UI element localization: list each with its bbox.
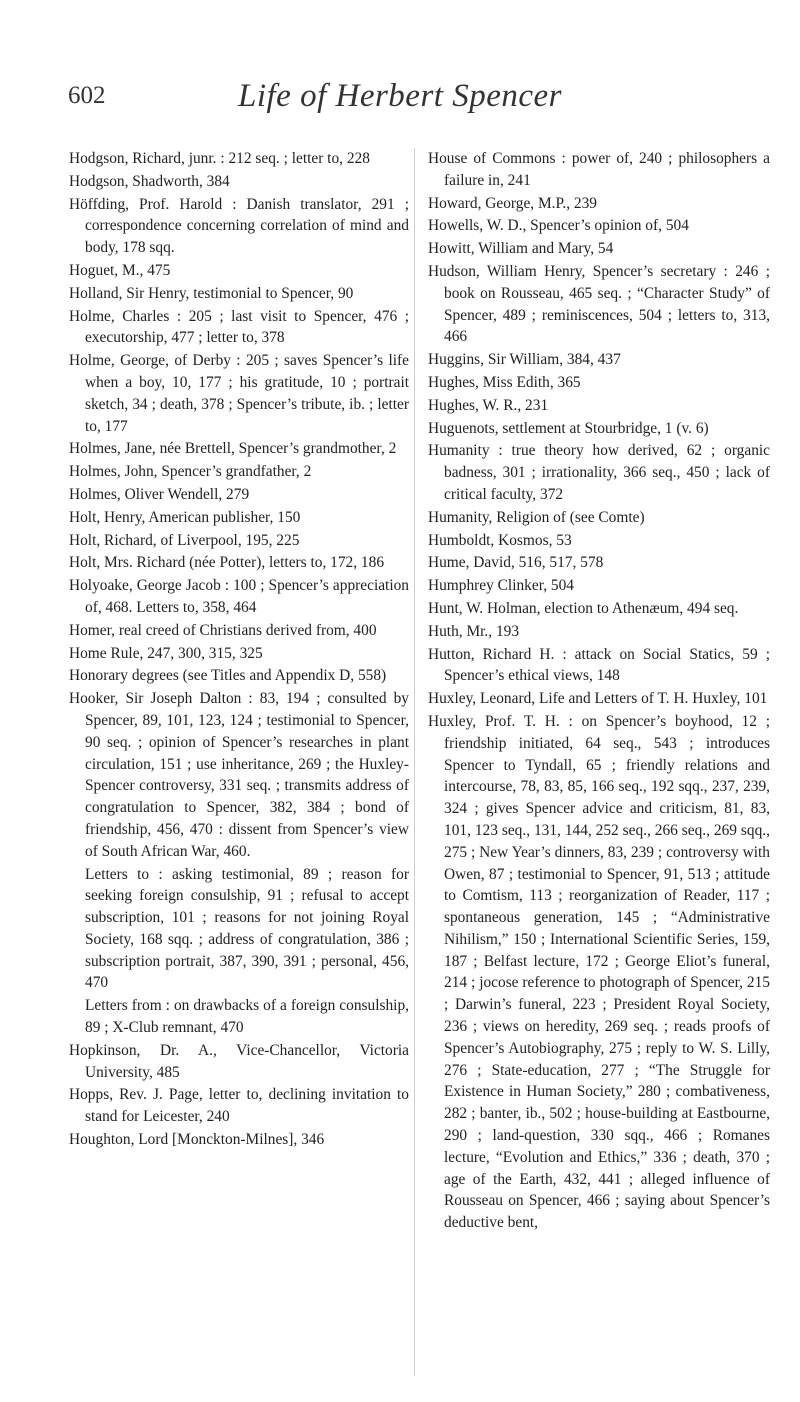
index-entry: Holt, Richard, of Liverpool, 195, 225 [69,531,300,549]
running-head: Life of Herbert Spencer [237,78,563,114]
index-entry: Holyoake, George Jacob : 100 ; Spencer’s appreciation of, 468. Letters to, 358, 464 [69,577,409,616]
page-number: 602 [68,82,106,109]
index-entry: Huggins, Sir William, 384, 437 [428,351,621,369]
index-entry: Homer, real creed of Christians derived from, 400 [69,621,377,639]
index-entry: Hopkinson, Dr. A., Vice-Chancellor, Victoria University, 485 [69,1041,409,1081]
index-entry: Holmes, Jane, née Brettell, Spencer’s grandmother, 2 [69,440,397,458]
index-entry: Humphrey Clinker, 504 [428,577,575,595]
index-entry: Humanity, Religion of (see Comte) [428,508,645,526]
index-column-right [428,148,770,1235]
index-entry: Humanity : true theory how derived, 62 ; organic badness, 301 ; irrationality, 366 seq., 450 ; lack of critical faculty, 372 [428,442,770,503]
index-entry: Honorary degrees (see Titles and Appendix D, 558) [69,667,387,685]
index-entry: Humboldt, Kosmos, 53 [428,531,572,549]
index-entry: Höffding, Prof. Harold : Danish translator, 291 ; correspondence concerning correlation of mind and body, 178 sqq. [69,195,409,257]
index-entry: Hoguet, M., 475 [69,261,171,279]
index-entry: Hutton, Richard H. : attack on Social Statics, 59 ; Spencer’s ethical views, 148 [428,645,770,685]
index-entry: Holland, Sir Henry, testimonial to Spencer, 90 [69,284,354,302]
index-column-left [69,148,409,1152]
index-entry: Hughes, Miss Edith, 365 [428,373,581,391]
index-entry: Hodgson, Richard, junr. : 212 seq. ; letter to, 228 [69,150,370,167]
index-entry: Holme, Charles : 205 ; last visit to Spencer, 476 ; executorship, 477 ; letter to, 378 [69,307,409,347]
index-entry: Letters to : asking testimonial, 89 ; reason for seeking foreign consulship, 91 ; refusal to accept subscription, 101 ; reasons for not joining Royal Society, 168 sqq. ; address of congratulation, 386 ; subscription portrait, 387, 390, 391 ; personal, 456, 470 [85,865,409,992]
index-entry: Huguenots, settlement at Stourbridge, 1 (v. 6) [428,419,709,437]
index-entry: Hooker, Sir Joseph Dalton : 83, 194 ; consulted by Spencer, 89, 101, 123, 124 ; testimonial to Spencer, 90 seq. ; opinion of Spencer’s researches in plant circulation, 151 ; use inheritance, 269 ; the Huxley-Spencer controversy, 331 seq. ; transmits address of congratulation to Spencer, 382, 384 ; bond of friendship, 456, 470 : dissent from Spencer’s view of South African War, 460. [69,690,409,860]
index-entry: Holt, Henry, American publisher, 150 [69,508,301,526]
index-entry: House of Commons : power of, 240 ; philosophers a failure in, 241 [428,150,770,189]
column-divider [414,148,415,1376]
index-entry: Howells, W. D., Spencer’s opinion of, 504 [428,217,689,235]
index-entry: Holmes, John, Spencer’s grandfather, 2 [69,463,312,481]
index-entry: Holmes, Oliver Wendell, 279 [69,485,250,503]
index-entry: Home Rule, 247, 300, 315, 325 [69,644,263,662]
index-entry: Holt, Mrs. Richard (née Potter), letters to, 172, 186 [69,554,385,572]
index-entry: Howard, George, M.P., 239 [428,194,597,212]
index-entry: Huth, Mr., 193 [428,622,520,640]
index-entry: Huxley, Leonard, Life and Letters of T. H. Huxley, 101 [428,690,768,708]
index-entry: Letters from : on drawbacks of a foreign consulship, 89 ; X-Club remnant, 470 [85,997,409,1037]
index-entry: Houghton, Lord [Monckton-Milnes], 346 [69,1131,325,1149]
index-entry: Hunt, W. Holman, election to Athenæum, 494 seq. [428,599,739,617]
index-entry: Huxley, Prof. T. H. : on Spencer’s boyhood, 12 ; friendship initiated, 64 seq., 543 ; introduces Spencer to Tyndall, 65 ; friendly relations and intercourse, 78, 83, 85, 166 seq., 192 sqq., 237, 239, 324 ; gives Spencer advice and criticism, 81, 83, 101, 123 seq., 131, 144, 252 seq., 266 seq., 269 sqq., 275 ; New Year’s dinners, 83, 239 ; controversy with Owen, 87 ; testimonial to Spencer, 91, 513 ; attitude to Comtism, 113 ; reorganization of Reader, 117 ; spontaneous generation, 145 ; “Administrative Nihilism,” 150 ; International Scientific Series, 159, 187 ; Belfast lecture, 172 ; George Eliot’s funeral, 214 ; jocose reference to photograph of Spencer, 215 ; Darwin’s funeral, 223 ; President Royal Society, 236 ; views on heredity, 269 seq. ; reads proofs of Spencer’s Autobiography, 275 ; reply to W. S. Lilly, 276 ; State-education, 277 ; “The Struggle for Existence in Human Society,” 280 ; combativeness, 282 ; banter, ib., 502 ; house-building at Eastbourne, 290 ; land-question, 330 sqq., 466 ; Romanes lecture, “Evolution and Ethics,” 336 ; death, 370 ; age of the Earth, 432, 441 ; alleged influence of Rousseau on Spencer, 466 ; saying about Spencer’s deductive bent, [428,712,770,1232]
index-entry: Hume, David, 516, 517, 578 [428,554,604,572]
index-entry: Holme, George, of Derby : 205 ; saves Spencer’s life when a boy, 10, 177 ; his gratitude, 10 ; portrait sketch, 34 ; death, 378 ; Spencer’s tribute, ib. ; letter to, 177 [69,352,409,435]
index-entry: Hodgson, Shadworth, 384 [69,172,230,190]
index-entry: Hughes, W. R., 231 [428,396,549,414]
index-entry: Howitt, William and Mary, 54 [428,240,614,258]
index-entry: Hopps, Rev. J. Page, letter to, declining invitation to stand for Leicester, 240 [69,1086,409,1126]
page-header [68,72,732,128]
index-entry: Hudson, William Henry, Spencer’s secretary : 246 ; book on Rousseau, 465 seq. ; “Character Study” of Spencer, 489 ; reminiscences, 504 ; letters to, 313, 466 [428,262,770,346]
